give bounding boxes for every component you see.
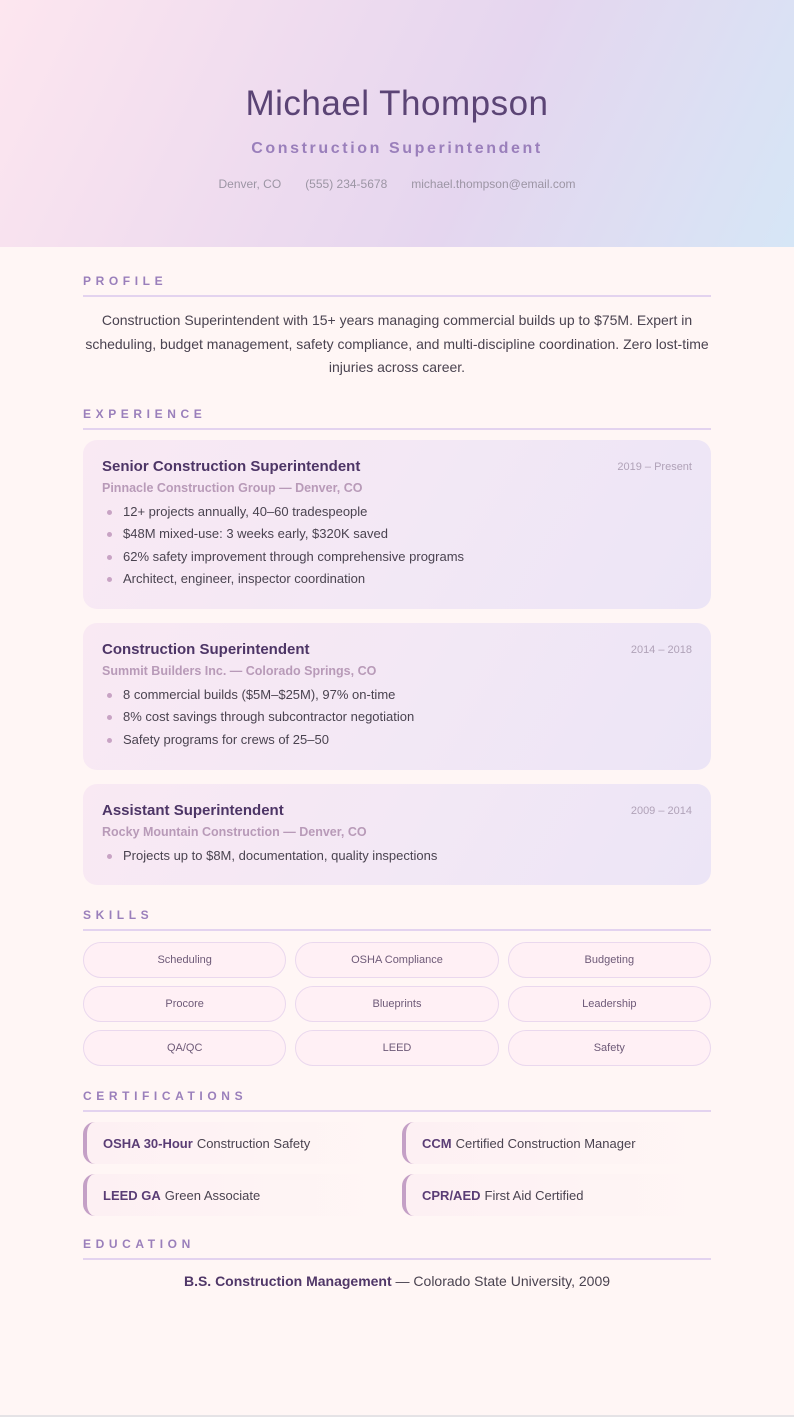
certification-item [83,1122,392,1164]
experience-card [83,623,711,770]
job-bullet: $48M mixed-use: 3 weeks early, $320K saved [102,523,692,546]
skill-tag: QA/QC [83,1030,286,1066]
certification-item [402,1174,711,1216]
job-company: Pinnacle Construction Group — Denver, CO [102,480,363,495]
contact-info [0,177,794,191]
education-details: — Colorado State University, 2009 [391,1273,611,1290]
job-dates: 2009 – 2014 [630,804,692,817]
skill-tag: Safety [508,1030,711,1066]
education-entry [83,1273,711,1289]
job-dates: 2014 – 2018 [630,643,692,656]
contact-phone: (555) 234-5678 [305,177,388,191]
job-bullet: Architect, engineer, inspector coordination [102,568,692,591]
skill-tag: OSHA Compliance [295,942,498,978]
experience-card [83,440,711,609]
job-bullet: 12+ projects annually, 40–60 tradespeople [102,501,692,524]
certification-item [83,1174,392,1216]
education-degree: B.S. Construction Management [183,1273,392,1290]
candidate-title: Construction Superintendent [251,140,543,157]
skill-tag: Leadership [508,986,711,1022]
skill-tag: Budgeting [508,942,711,978]
resume-body [83,247,711,1289]
certification-abbr: CPR/AED [422,1187,481,1203]
job-bullets [102,684,692,752]
education-section [83,1237,711,1289]
candidate-name: Michael Thompson [245,84,549,123]
section-heading-experience: EXPERIENCE [83,407,711,430]
job-bullet: 8 commercial builds ($5M–$25M), 97% on-time [102,684,692,707]
skill-tag: Scheduling [83,942,286,978]
experience-section [83,407,711,886]
skills-grid [83,942,711,1066]
profile-summary: Construction Superintendent with 15+ years managing commercial builds up to $75M. Expert in scheduling, budget management, safety compliance, and multi-discipline coordination. Zero lost-time injuries across career. [85,312,709,375]
job-company: Summit Builders Inc. — Colorado Springs, CO [102,663,377,678]
job-title: Assistant Superintendent [102,801,284,819]
contact-email: michael.thompson@email.com [411,177,576,191]
skills-section [83,908,711,1066]
experience-card [83,784,711,886]
job-company: Rocky Mountain Construction — Denver, CO [102,824,367,839]
job-dates: 2019 – Present [617,460,692,473]
section-heading-profile: PROFILE [83,274,711,297]
job-bullet: 62% safety improvement through comprehensive programs [102,546,692,569]
job-bullet: Projects up to $8M, documentation, quality inspections [102,845,692,868]
certification-abbr: OSHA 30-Hour [103,1135,193,1151]
job-bullet: Safety programs for crews of 25–50 [102,729,692,752]
section-heading-education: EDUCATION [83,1237,711,1260]
skill-tag: Procore [83,986,286,1022]
resume-header [0,0,794,247]
certifications-section [83,1089,711,1216]
certification-desc: Certified Construction Manager [455,1135,636,1151]
skill-tag: Blueprints [295,986,498,1022]
section-heading-certifications: CERTIFICATIONS [83,1089,711,1112]
job-bullets [102,845,692,868]
certifications-grid [83,1122,711,1216]
certification-abbr: LEED GA [103,1187,161,1203]
certification-item [402,1122,711,1164]
contact-location: Denver, CO [218,177,282,191]
certification-desc: Construction Safety [196,1135,311,1151]
job-bullets [102,501,692,591]
certification-desc: First Aid Certified [484,1187,584,1203]
skill-tag: LEED [295,1030,498,1066]
profile-section [83,274,711,380]
certification-abbr: CCM [422,1135,452,1151]
certification-desc: Green Associate [164,1187,261,1203]
job-title: Construction Superintendent [102,640,310,658]
section-heading-skills: SKILLS [83,908,711,931]
job-title: Senior Construction Superintendent [102,457,361,475]
job-bullet: 8% cost savings through subcontractor negotiation [102,706,692,729]
